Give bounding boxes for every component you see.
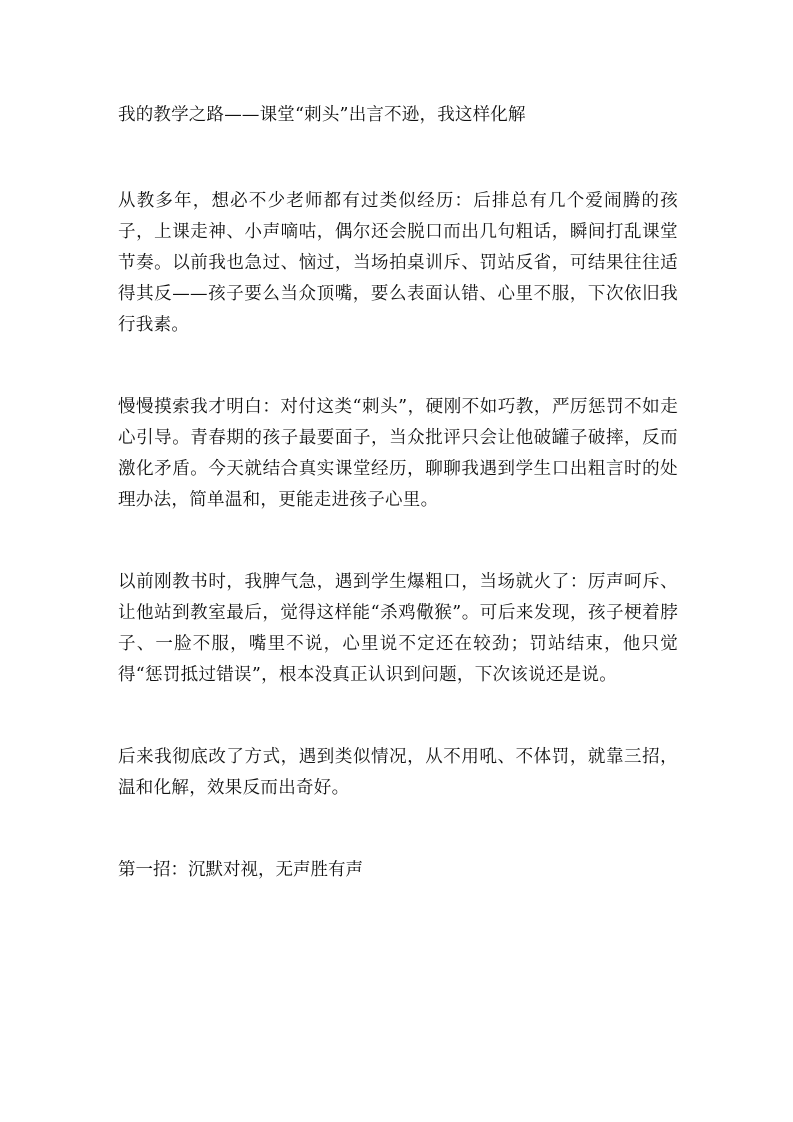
- document-body: [118, 100, 678, 886]
- section-heading: 第一招：沉默对视，无声胜有声: [118, 860, 363, 880]
- spacer: [118, 341, 678, 392]
- paragraph-insight: 慢慢摸索我才明白：对付这类“刺头”，硬刚不如巧教，严厉惩罚不如走心引导。青春期的孩子最要面子，当众批评只会让他破罐子破摔，反而激化矛盾。今天就结合真实课堂经历，聊聊我遇到学生口出粗言时的处理办法，简单温和，更能走进孩子心里。: [118, 397, 678, 510]
- paragraph-intro: 从教多年，想必不少老师都有过类似经历：后排总有几个爱闹腾的孩子，上课走神、小声嘀咕，偶尔还会脱口而出几句粗话，瞬间打乱课堂节奏。以前我也急过、恼过，当场拍桌训斥、罚站反省，可结果往往适得其反——孩子要么当众顶嘴，要么表面认错、心里不服，下次依旧我行我素。: [118, 191, 678, 335]
- spacer: [118, 691, 678, 742]
- paragraph-new-approach: 后来我彻底改了方式，遇到类似情况，从不用吼、不体罚，就靠三招，温和化解，效果反而出奇好。: [118, 747, 678, 798]
- spacer: [118, 516, 678, 567]
- document-title: 我的教学之路——课堂“刺头”出言不逊，我这样化解: [118, 105, 526, 125]
- spacer: [118, 131, 678, 186]
- paragraph-past-experience: 以前刚教书时，我脾气急，遇到学生爆粗口，当场就火了：厉声呵斥、让他站到教室最后，觉得这样能“杀鸡儆猴”。可后来发现，孩子梗着脖子、一脸不服，嘴里不说，心里说不定还在较劲；罚站结束，他只觉得“惩罚抵过错误”，根本没真正认识到问题，下次该说还是说。: [118, 572, 678, 685]
- spacer: [118, 804, 678, 855]
